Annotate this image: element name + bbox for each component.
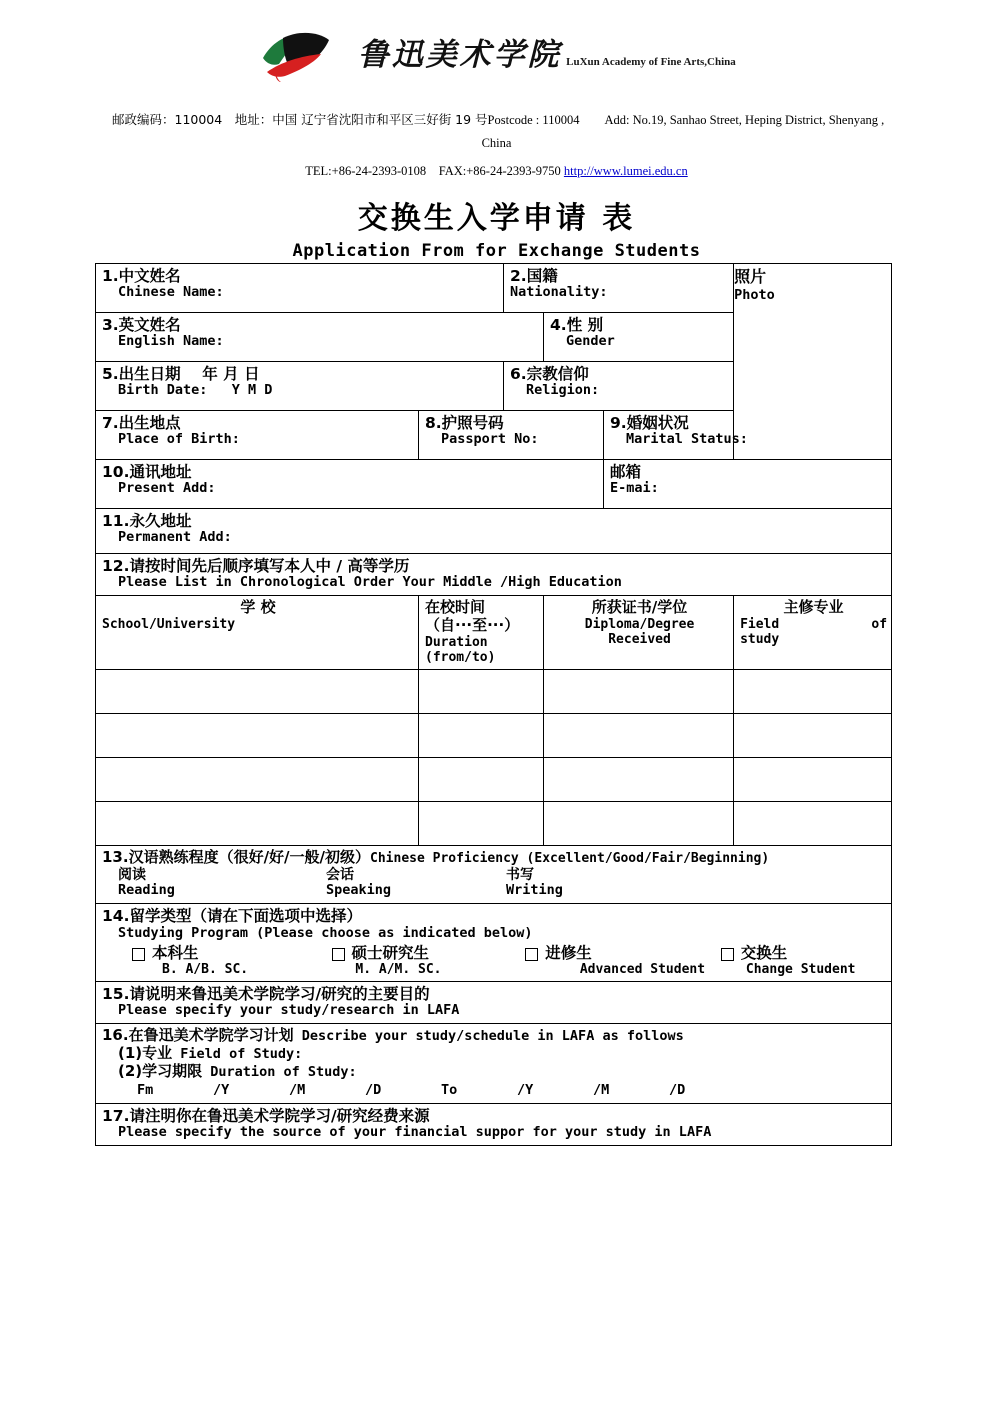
- page-title-english: Application From for Exchange Students: [292, 241, 701, 261]
- date-part-from: Fm: [137, 1082, 154, 1099]
- label-section16-item1: [102, 1045, 887, 1063]
- label-nationality-en: Nationality:: [510, 284, 608, 301]
- application-form-table: [95, 263, 892, 1146]
- date-part-to-year: /Y: [517, 1082, 534, 1099]
- option-exchange-sublabel: Change Student: [745, 961, 856, 977]
- option-undergraduate[interactable]: [102, 944, 332, 962]
- date-part-from-month: /M: [289, 1082, 306, 1099]
- date-part-to: To: [441, 1082, 458, 1099]
- study-program-options-row: [102, 944, 887, 962]
- option-advanced-label: 进修生: [545, 943, 592, 962]
- edu-cell-duration[interactable]: [419, 758, 544, 802]
- label-speaking-en: Speaking: [326, 882, 392, 899]
- option-advanced[interactable]: [525, 944, 721, 962]
- date-part-to-day: /D: [669, 1082, 686, 1099]
- label-section17-en: Please specify the source of your financial suppor for your study in LAFA: [118, 1124, 712, 1141]
- label-present-add-cn: 10.通讯地址: [102, 463, 192, 481]
- label-section17-cn: 17.请注明你在鲁迅美术学院学习/研究经费来源: [102, 1107, 430, 1126]
- edu-cell-diploma[interactable]: [544, 802, 734, 846]
- cell-chinese-name[interactable]: [96, 264, 504, 313]
- edu-head-field-cn: 主修专业: [783, 598, 844, 617]
- address-country: China: [481, 136, 512, 150]
- duration-date-line[interactable]: [102, 1083, 887, 1099]
- edu-cell-field[interactable]: [734, 670, 892, 714]
- checkbox-icon[interactable]: [721, 948, 734, 961]
- label-section12-cn: 12.请按时间先后顺序填写本人中 / 高等学历: [102, 557, 410, 575]
- label-marital-en: Marital Status:: [626, 431, 748, 448]
- label-section14-cn: 14.留学类型（请在下面选项中选择）: [102, 907, 362, 926]
- edu-cell-field[interactable]: [734, 802, 892, 846]
- form-row-section12-title: [96, 554, 892, 596]
- edu-cell-school[interactable]: [96, 670, 419, 714]
- label-duration-of-study-cn: (2)学习期限: [118, 1062, 203, 1081]
- study-program-sublabels-row: [102, 962, 887, 977]
- cell-section17[interactable]: [96, 1104, 892, 1146]
- label-chinese-name-en: Chinese Name:: [118, 284, 224, 301]
- label-field-of-study-cn: (1)专业: [118, 1044, 173, 1063]
- option-master-sublabel: M. A/M. SC.: [355, 961, 442, 977]
- label-photo-en: Photo: [734, 287, 775, 303]
- label-section16-title: [102, 1027, 887, 1045]
- edu-cell-diploma[interactable]: [544, 758, 734, 802]
- edu-cell-school[interactable]: [96, 758, 419, 802]
- label-section12-en: Please List in Chronological Order Your Middle /High Education: [118, 574, 622, 591]
- education-table-row[interactable]: [96, 758, 892, 802]
- label-permanent-add-cn: 11.永久地址: [102, 512, 192, 530]
- cell-present-address[interactable]: [96, 460, 604, 509]
- cell-marital-status[interactable]: [604, 411, 748, 460]
- edu-cell-duration[interactable]: [419, 670, 544, 714]
- edu-cell-school[interactable]: [96, 714, 419, 758]
- form-row-present-address: [96, 460, 892, 509]
- label-place-of-birth-en: Place of Birth:: [118, 431, 240, 448]
- form-row-permanent-address: [96, 509, 892, 554]
- checkbox-icon[interactable]: [132, 948, 145, 961]
- edu-head-school-en: School/University: [102, 616, 236, 632]
- date-part-from-day: /D: [365, 1082, 382, 1099]
- checkbox-icon[interactable]: [332, 948, 345, 961]
- label-section16-cn: 16.在鲁迅美术学院学习计划: [102, 1026, 294, 1045]
- form-row-name-nationality: [96, 264, 892, 313]
- label-present-add-en: Present Add:: [118, 480, 216, 497]
- edu-head-field-en-3: study: [740, 632, 780, 648]
- education-table-row[interactable]: [96, 714, 892, 758]
- edu-head-diploma-en: Diploma/Degree Received: [584, 616, 695, 648]
- institution-logo: [0, 28, 993, 84]
- cell-nationality[interactable]: [504, 264, 734, 313]
- form-row-section14: [96, 904, 892, 982]
- edu-cell-diploma[interactable]: [544, 714, 734, 758]
- label-birth-date-cn: [102, 365, 499, 383]
- edu-head-field-en-2: of: [871, 616, 888, 632]
- label-birth-date-ymd-cn: 年 月 日: [202, 365, 260, 383]
- edu-head-duration-en: Duration (from/to): [425, 634, 496, 665]
- label-birth-date-en-text: Birth Date:: [118, 382, 208, 399]
- label-writing-en: Writing: [506, 882, 563, 899]
- label-religion-en: Religion:: [526, 382, 600, 399]
- option-advanced-sublabel: Advanced Student: [579, 961, 706, 977]
- label-birth-date-ymd-en: Y M D: [231, 382, 273, 399]
- logo-wrap: [257, 28, 736, 84]
- label-nationality-cn: 2.国籍: [510, 267, 558, 285]
- date-part-from-year: /Y: [213, 1082, 230, 1099]
- cell-section12-title: [96, 554, 892, 596]
- address-chinese: 邮政编码：110004 地址：中国 辽宁省沈阳市和平区三好街 19 号: [112, 112, 488, 127]
- edu-col-duration: [419, 596, 544, 670]
- label-reading-cn: 阅读: [118, 866, 146, 883]
- cell-email[interactable]: [604, 460, 892, 509]
- cell-gender[interactable]: [544, 313, 734, 362]
- cell-section15[interactable]: [96, 982, 892, 1024]
- cell-birth-date[interactable]: [96, 362, 504, 411]
- label-duration-of-study-en: Duration of Study:: [210, 1064, 357, 1081]
- education-table-row[interactable]: [96, 802, 892, 846]
- label-religion-cn: 6.宗教信仰: [510, 365, 589, 383]
- cell-english-name[interactable]: [96, 313, 544, 362]
- label-birth-date-en: [102, 383, 499, 399]
- label-chinese-name-cn: 1.中文姓名: [102, 267, 181, 285]
- edu-col-field: [734, 596, 892, 670]
- brushstroke-logo-icon: [257, 28, 347, 84]
- label-gender-cn: 4.性 别: [550, 316, 604, 334]
- edu-head-duration-range-cn: （自···至···）: [425, 615, 520, 634]
- option-exchange-label: 交换生: [740, 943, 788, 962]
- option-master[interactable]: [332, 944, 526, 962]
- option-master-label: 硕士研究生: [351, 943, 430, 962]
- cell-photo[interactable]: [734, 264, 892, 460]
- proficiency-labels-cn-row: [102, 867, 887, 884]
- edu-cell-duration[interactable]: [419, 714, 544, 758]
- form-row-section15: [96, 982, 892, 1024]
- label-passport-en: Passport No:: [441, 431, 539, 448]
- label-permanent-add-en: Permanent Add:: [118, 529, 232, 546]
- option-undergraduate-label: 本科生: [152, 943, 199, 962]
- date-part-to-month: /M: [593, 1082, 610, 1099]
- label-section15-en: Please specify your study/research in LAFA: [118, 1002, 460, 1019]
- website-link[interactable]: http://www.lumei.edu.cn: [563, 164, 688, 178]
- label-reading-en: Reading: [118, 882, 175, 899]
- label-section14-en: Studying Program (Please choose as indicated below): [118, 924, 533, 941]
- edu-head-field-en-1: Field: [740, 616, 780, 632]
- cell-section16[interactable]: [96, 1024, 892, 1104]
- address-line-1: [0, 110, 993, 128]
- label-english-name-en: English Name:: [118, 333, 224, 350]
- edu-head-diploma-cn: 所获证书/学位: [591, 598, 688, 617]
- label-birth-date-cn-text: 5.出生日期: [102, 365, 181, 383]
- proficiency-labels-en-row: [102, 883, 887, 899]
- contact-line: [0, 164, 993, 179]
- logo-english-name: LuXun Academy of Fine Arts,China: [566, 56, 736, 69]
- edu-col-school: [96, 596, 419, 670]
- label-passport-cn: 8.护照号码: [425, 414, 504, 432]
- checkbox-icon[interactable]: [525, 948, 538, 961]
- label-email-cn: 邮箱: [610, 463, 642, 481]
- cell-religion[interactable]: [504, 362, 734, 411]
- label-section13-cn: 13.汉语熟练程度（很好/好/一般/初级）: [102, 848, 371, 867]
- education-table-header-row: [96, 596, 892, 670]
- cell-section14: [96, 904, 892, 982]
- logo-text: [358, 38, 736, 74]
- label-writing-cn: 书写: [506, 866, 534, 883]
- cell-passport-no[interactable]: [419, 411, 604, 460]
- page-title-chinese: 交换生入学申请 表: [357, 201, 636, 236]
- edu-cell-duration[interactable]: [419, 802, 544, 846]
- edu-cell-school[interactable]: [96, 802, 419, 846]
- label-email-en: E-mai:: [610, 480, 659, 497]
- label-section13-en: Chinese Proficiency (Excellent/Good/Fair/Beginning): [370, 851, 770, 867]
- edu-head-field-en-row: [740, 617, 887, 632]
- cell-permanent-address[interactable]: [96, 509, 892, 554]
- edu-cell-field[interactable]: [734, 758, 892, 802]
- label-place-of-birth-cn: 7.出生地点: [102, 414, 181, 432]
- education-table-row[interactable]: [96, 670, 892, 714]
- edu-head-school-cn: 学 校: [240, 598, 276, 617]
- edu-col-diploma: [544, 596, 734, 670]
- label-speaking-cn: 会话: [326, 866, 354, 883]
- option-undergraduate-sublabel: B. A/B. SC.: [162, 961, 249, 977]
- edu-head-duration-cn: 在校时间: [425, 598, 486, 617]
- option-exchange[interactable]: [721, 944, 887, 962]
- telephone: TEL:+86-24-2393-0108: [305, 164, 427, 178]
- logo-chinese-name: 鲁迅美术学院: [357, 37, 562, 74]
- form-row-section13: [96, 846, 892, 904]
- cell-section13[interactable]: [96, 846, 892, 904]
- label-section13-title: [102, 849, 887, 867]
- label-marital-cn: 9.婚姻状况: [610, 414, 689, 432]
- cell-place-of-birth[interactable]: [96, 411, 419, 460]
- address-english: Postcode : 110004 Add: No.19, Sanhao Street, Heping District, Shenyang ,: [487, 113, 885, 127]
- fax: FAX:+86-24-2393-9750: [438, 164, 561, 178]
- label-section16-item2: [102, 1063, 887, 1081]
- form-row-section16: [96, 1024, 892, 1104]
- label-photo-cn: 照片: [734, 267, 767, 286]
- label-section16-en: Describe your study/schedule in LAFA as follows: [301, 1028, 684, 1045]
- label-gender-en: Gender: [566, 333, 615, 350]
- edu-cell-field[interactable]: [734, 714, 892, 758]
- edu-cell-diploma[interactable]: [544, 670, 734, 714]
- address-line-2: [0, 136, 993, 151]
- form-row-section17: [96, 1104, 892, 1146]
- label-section15-cn: 15.请说明来鲁迅美术学院学习/研究的主要目的: [102, 985, 430, 1004]
- label-english-name-cn: 3.英文姓名: [102, 316, 181, 334]
- label-field-of-study-en: Field of Study:: [180, 1046, 303, 1063]
